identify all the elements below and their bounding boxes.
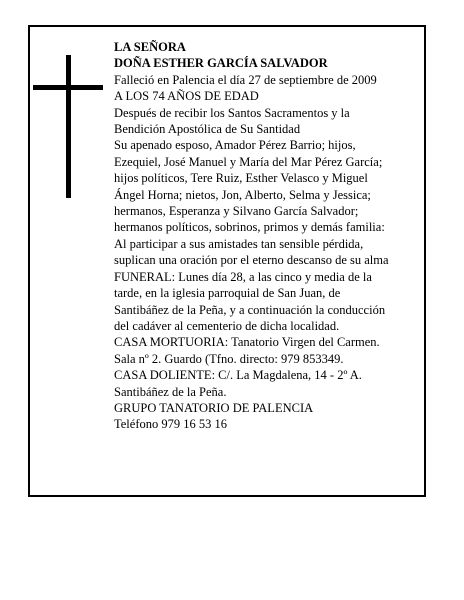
family-home-line: CASA DOLIENTE: C/. La Magdalena, 14 - 2º A. [114,368,362,383]
deceased-name: DOÑA ESTHER GARCÍA SALVADOR [114,56,328,71]
request-line: Al participar a sus amistades tan sensible pérdida, [114,236,364,251]
obituary-text [114,39,420,433]
family-line: Su apenado esposo, Amador Pérez Barrio; hijos, [114,138,356,153]
cross-vertical-bar [66,55,71,198]
family-line: Ezequiel, José Manuel y María del Mar Pérez García; [114,154,383,169]
title-line: LA SEÑORA [114,40,186,54]
family-line: Ángel Horna; nietos, Jon, Alberto, Selma y Jessica; [114,187,371,202]
family-line: hermanos, Esperanza y Silvano García Salvador; [114,204,359,219]
request-line: suplican una oración por el eterno descanso de su alma [114,253,389,268]
death-date-line: Falleció en Palencia el día 27 de septiembre de 2009 [114,72,377,87]
funeral-line: FUNERAL: Lunes día 28, a las cinco y media de la [114,269,372,284]
blessing-line: Bendición Apostólica de Su Santidad [114,122,301,137]
sacraments-line: Después de recibir los Santos Sacramentos y la [114,105,350,120]
cross-icon [33,55,103,198]
funeral-line: del cadáver al cementerio de dicha localidad. [114,318,340,333]
age-line: A LOS 74 AÑOS DE EDAD [114,89,259,104]
funeral-home-line: CASA MORTUORIA: Tanatorio Virgen del Carmen. [114,335,380,350]
funeral-line: Santibáñez de la Peña, y a continuación la conducción [114,302,386,317]
funeral-home-line: Sala nº 2. Guardo (Tfno. directo: 979 853349. [114,351,344,366]
family-home-line: Santibáñez de la Peña. [114,384,227,399]
phone-line: Teléfono 979 16 53 16 [114,417,227,432]
funeral-line: tarde, en la iglesia parroquial de San Juan, de [114,286,341,301]
cross-horizontal-bar [33,85,103,90]
company-line: GRUPO TANATORIO DE PALENCIA [114,400,314,415]
family-line: hijos políticos, Tere Ruiz, Esther Velasco y Miguel [114,171,368,186]
family-line: hermanos políticos, sobrinos, primos y demás familia: [114,220,385,235]
